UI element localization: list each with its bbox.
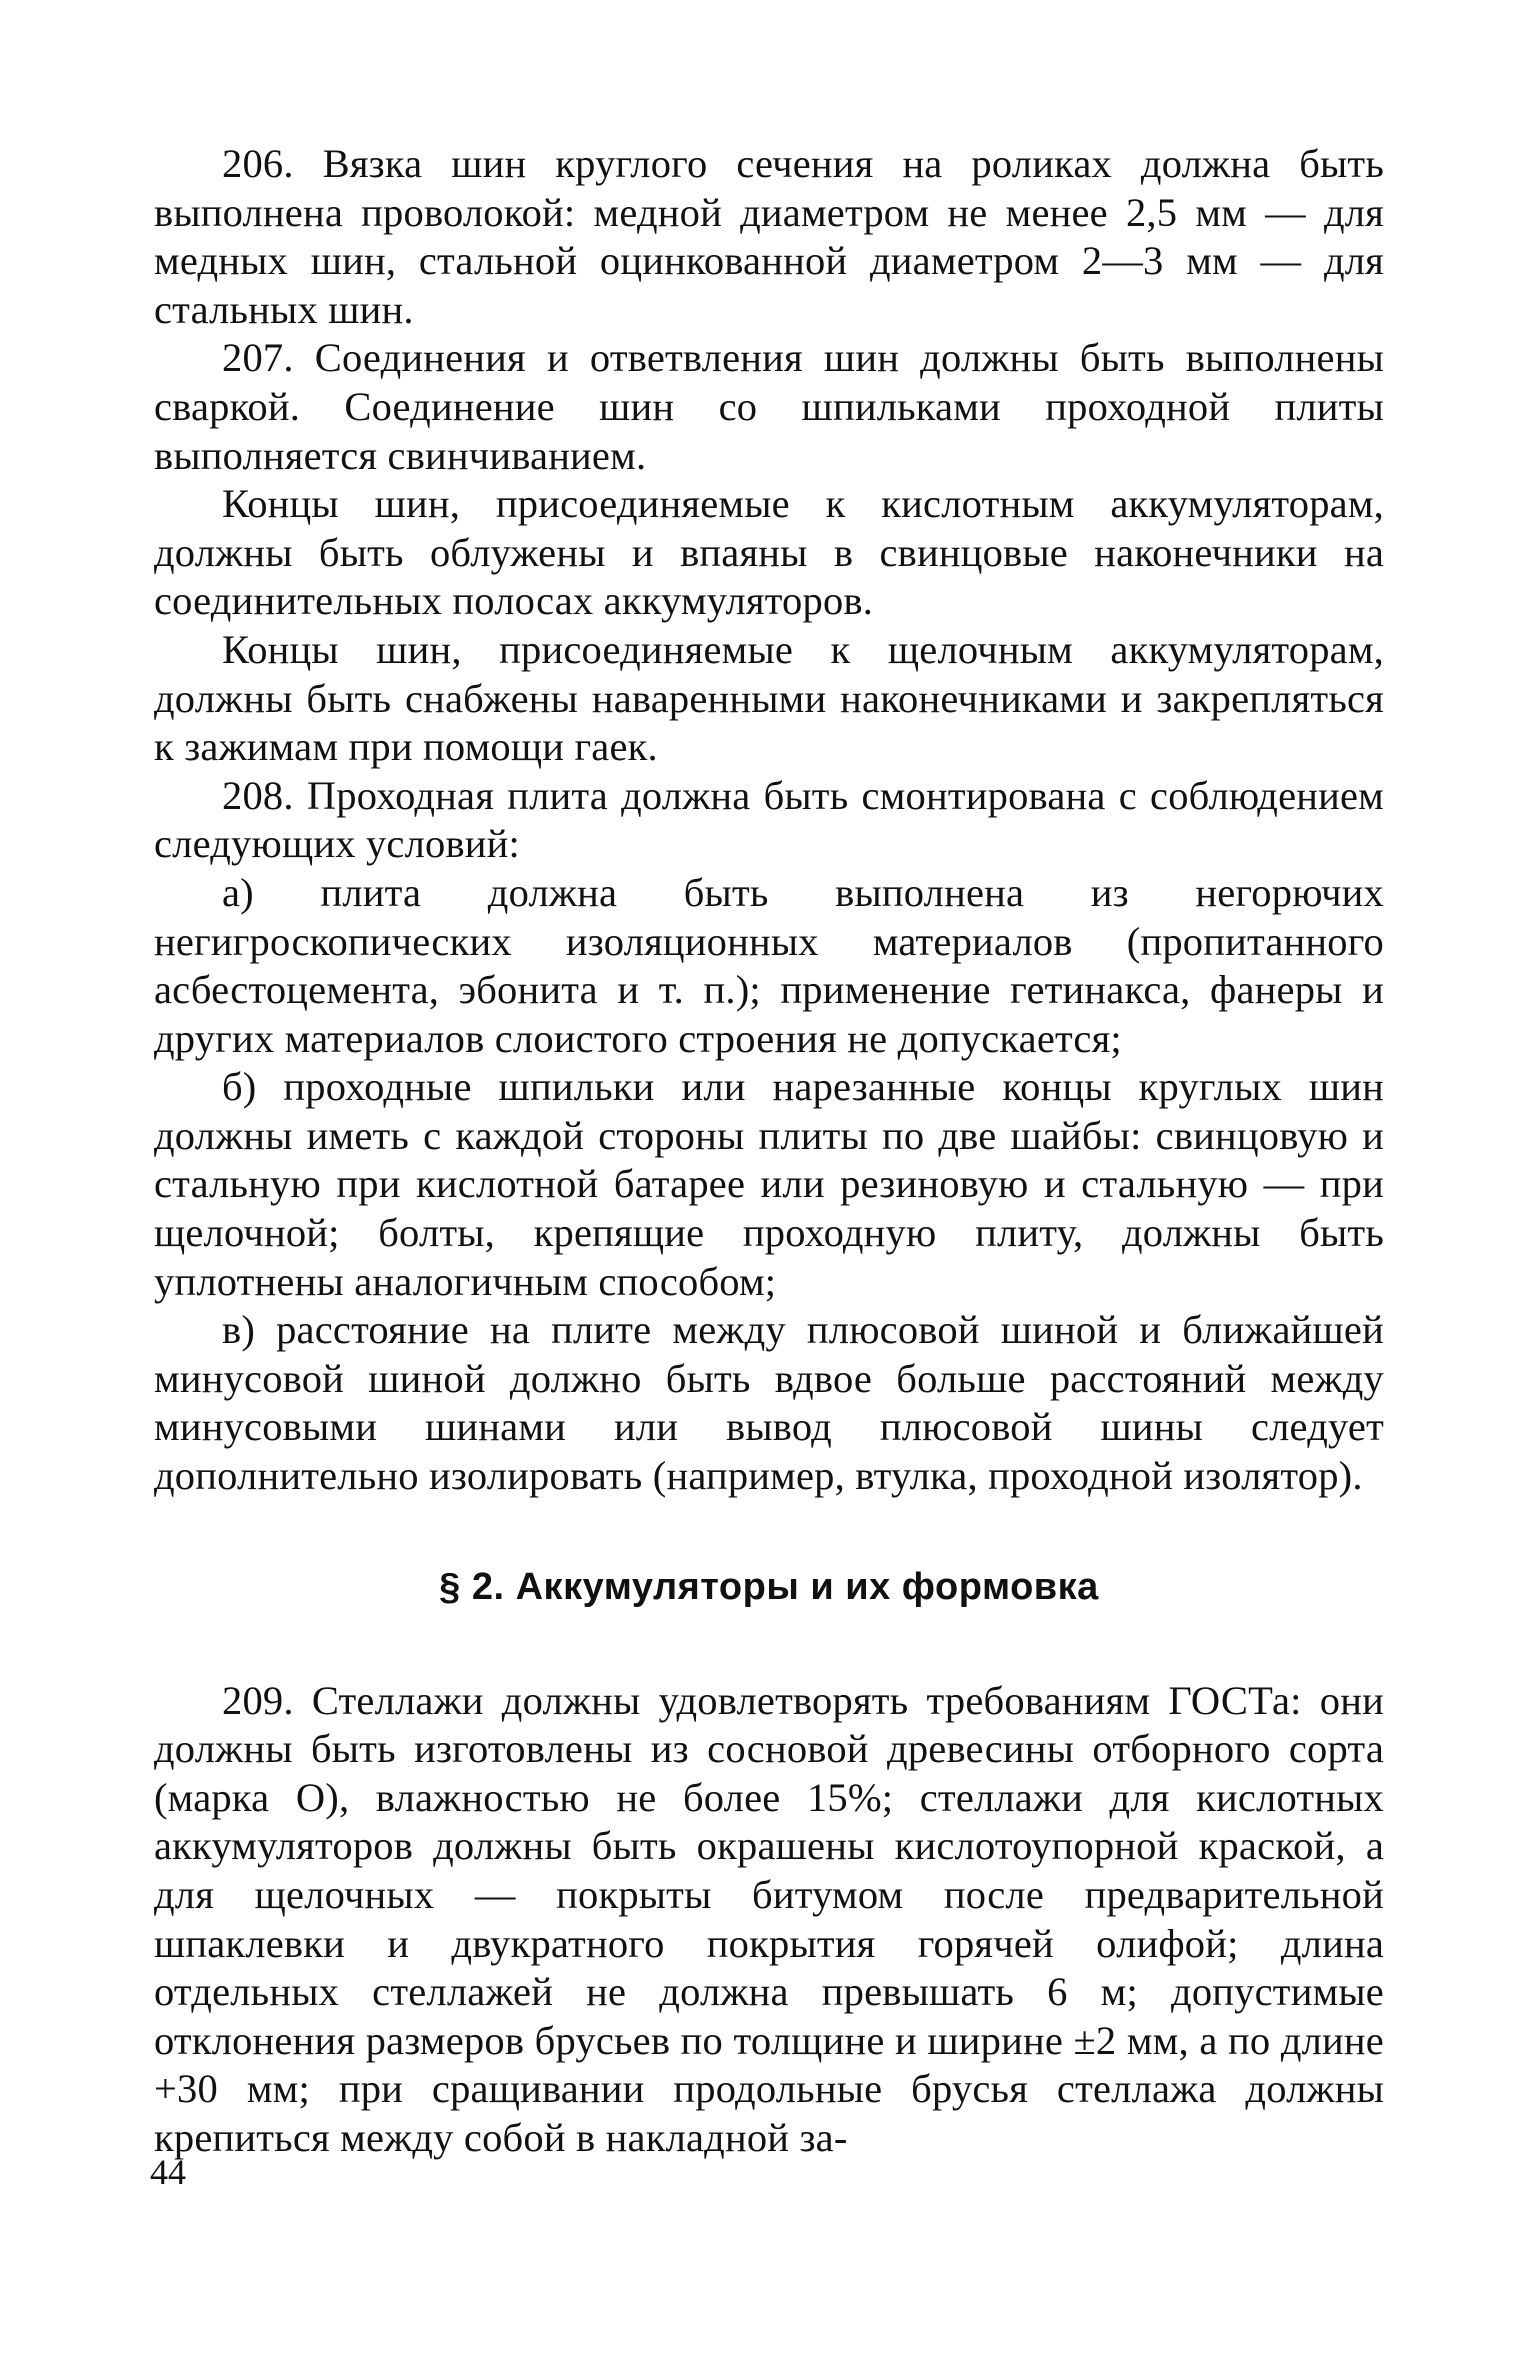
page-body: [154, 140, 1384, 2163]
paragraph-208-a: а) плита должна быть выполнена из негорючих негигроскопических изоляционных материалов (пропитанного асбестоцемента, эбонита и т. п.); применение гетинакса, фанеры и других материалов слоистого строения не допускается;: [154, 869, 1384, 1061]
paragraph-207: 207. Соединения и ответвления шин должны быть выполнены сваркой. Соединение шин со шпильками проходной плиты выполняется свинчиванием.: [154, 335, 1384, 478]
paragraph-acid-terminals: Концы шин, присоединяемые к кислотным аккумуляторам, должны быть облужены и впаяны в свинцовые наконечники на соединительных полосах аккумуляторов.: [154, 481, 1384, 624]
paragraph-alkaline-terminals: Концы шин, присоединяемые к щелочным аккумуляторам, должны быть снабжены наваренными наконечниками и закрепляться к зажимам при помощи гаек.: [154, 626, 1384, 770]
paragraph-208-v: в) расстояние на плите между плюсовой шиной и ближайшей минусовой шиной должно быть вдвое больше расстояний между минусовыми шинами или вывод плюсовой шины следует дополнительно изолировать (например, втулка, проходной изолятор).: [154, 1307, 1384, 1499]
page-number: 44: [150, 2152, 186, 2192]
paragraph-209: 209. Стеллажи должны удовлетворять требованиям ГОСТа: они должны быть изготовлены из сосновой древесины отборного сорта (марка О), влажностью не более 15%; стеллажи для кислотных аккумуляторов должны быть окрашены кислотоупорной краской, а для щелочных — покрыты битумом после предварительной шпаклевки и двукратного покрытия горячей олифой; длина отдельных стеллажей не должна превышать 6 м; допустимые отклонения размеров брусьев по толщине и ширине ±2 мм, а по длине +30 мм; при сращивании продольные брусья стеллажа должны крепиться между собой в накладной за-: [154, 1677, 1384, 2160]
paragraph-206: 206. Вязка шин круглого сечения на роликах должна быть выполнена проволокой: медной диаметром не менее 2,5 мм — для медных шин, стальной оцинкованной диаметром 2—3 мм — для стальных шин.: [154, 141, 1384, 332]
paragraph-208-b: б) проходные шпильки или нарезанные концы круглых шин должны иметь с каждой стороны плиты по две шайбы: свинцовую и стальную при кислотной батарее или резиновую и стальную — при щелочной; болты, крепящие проходную плиту, должны быть уплотнены аналогичным способом;: [154, 1064, 1384, 1304]
section-heading: § 2. Аккумуляторы и их формовка: [439, 1565, 1099, 1608]
paragraph-208: 208. Проходная плита должна быть смонтирована с соблюдением следующих условий:: [154, 772, 1384, 867]
